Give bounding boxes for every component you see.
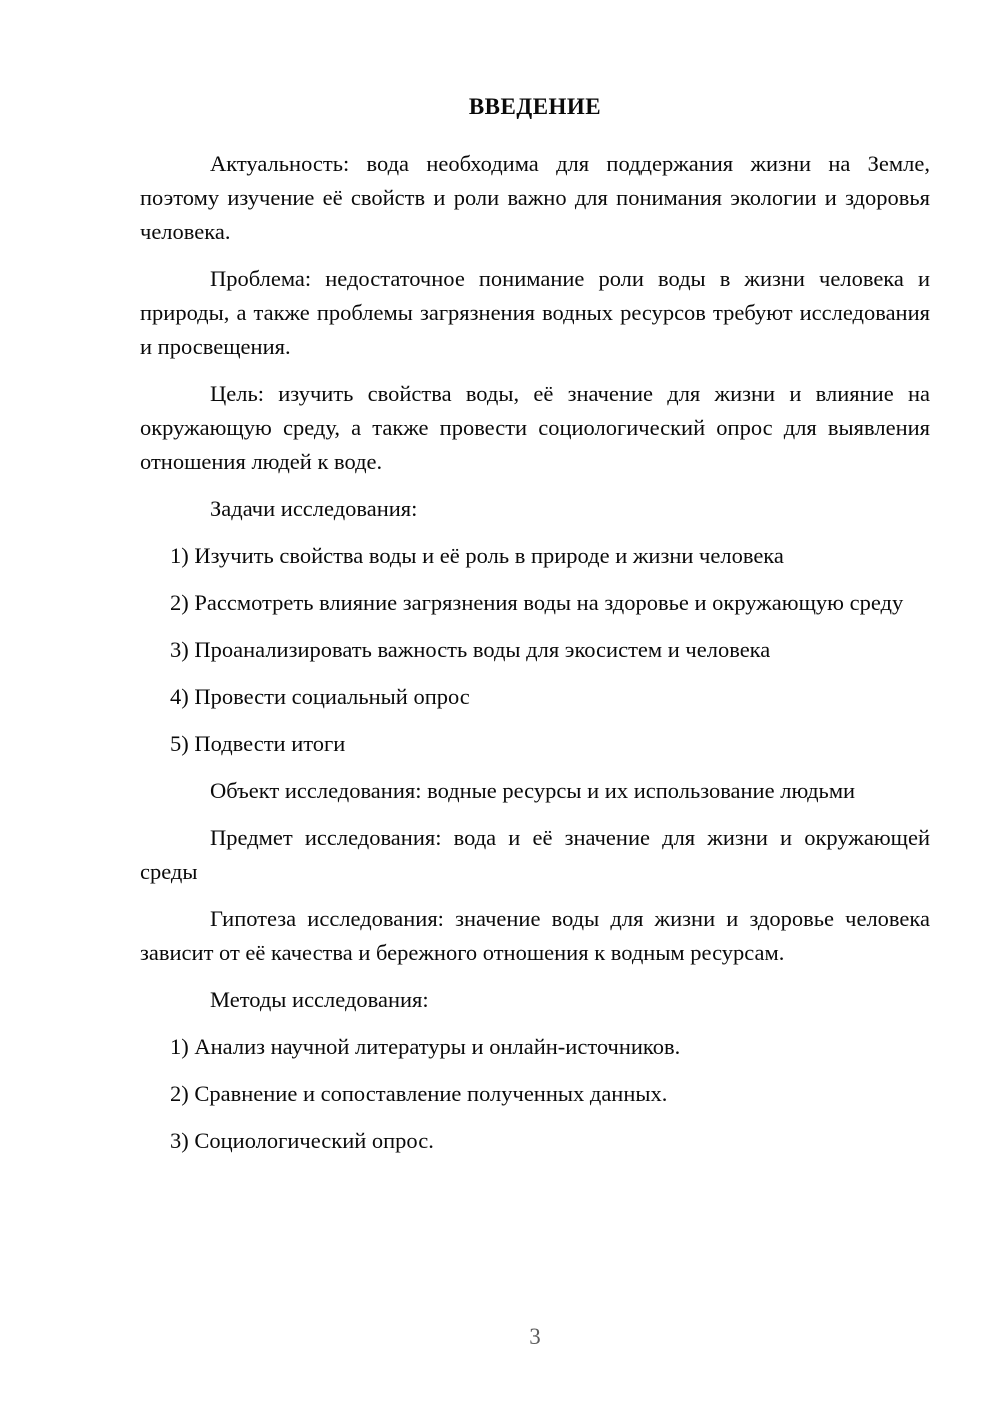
task-item-3: 3) Проанализировать важность воды для экосистем и человека — [170, 637, 771, 662]
paragraph-goal: Цель: изучить свойства воды, её значение для жизни и влияние на окружающую среду, а также провести социологический опрос для выявления отношения людей к воде. — [140, 381, 930, 474]
task-item-5: 5) Подвести итоги — [170, 731, 346, 756]
paragraph-object: Объект исследования: водные ресурсы и их использование людьми — [210, 778, 856, 803]
task-item-4: 4) Провести социальный опрос — [170, 684, 470, 709]
page-body-text — [140, 92, 930, 1171]
heading-tasks: Задачи исследования: — [210, 496, 418, 521]
method-item-1: 1) Анализ научной литературы и онлайн-источников. — [170, 1034, 681, 1059]
method-item-2: 2) Сравнение и сопоставление полученных данных. — [170, 1081, 668, 1106]
heading-methods: Методы исследования: — [210, 987, 429, 1012]
page-title: ВВЕДЕНИЕ — [468, 94, 602, 119]
paragraph-subject: Предмет исследования: вода и её значение для жизни и окружающей среды — [140, 825, 930, 884]
task-item-2: 2) Рассмотреть влияние загрязнения воды на здоровье и окружающую среду — [170, 590, 904, 615]
page-number: 3 — [529, 1324, 541, 1349]
method-item-3: 3) Социологический опрос. — [170, 1128, 434, 1153]
paragraph-problem: Проблема: недостаточное понимание роли воды в жизни человека и природы, а также проблемы загрязнения водных ресурсов требуют исследования и просвещения. — [140, 266, 930, 359]
paragraph-hypothesis: Гипотеза исследования: значение воды для жизни и здоровье человека зависит от её качества и бережного отношения к водным ресурсам. — [140, 906, 930, 965]
paragraph-relevance: Актуальность: вода необходима для поддержания жизни на Земле, поэтому изучение её свойств и роли важно для понимания экологии и здоровья человека. — [140, 151, 930, 244]
task-item-1: 1) Изучить свойства воды и её роль в природе и жизни человека — [170, 543, 784, 568]
